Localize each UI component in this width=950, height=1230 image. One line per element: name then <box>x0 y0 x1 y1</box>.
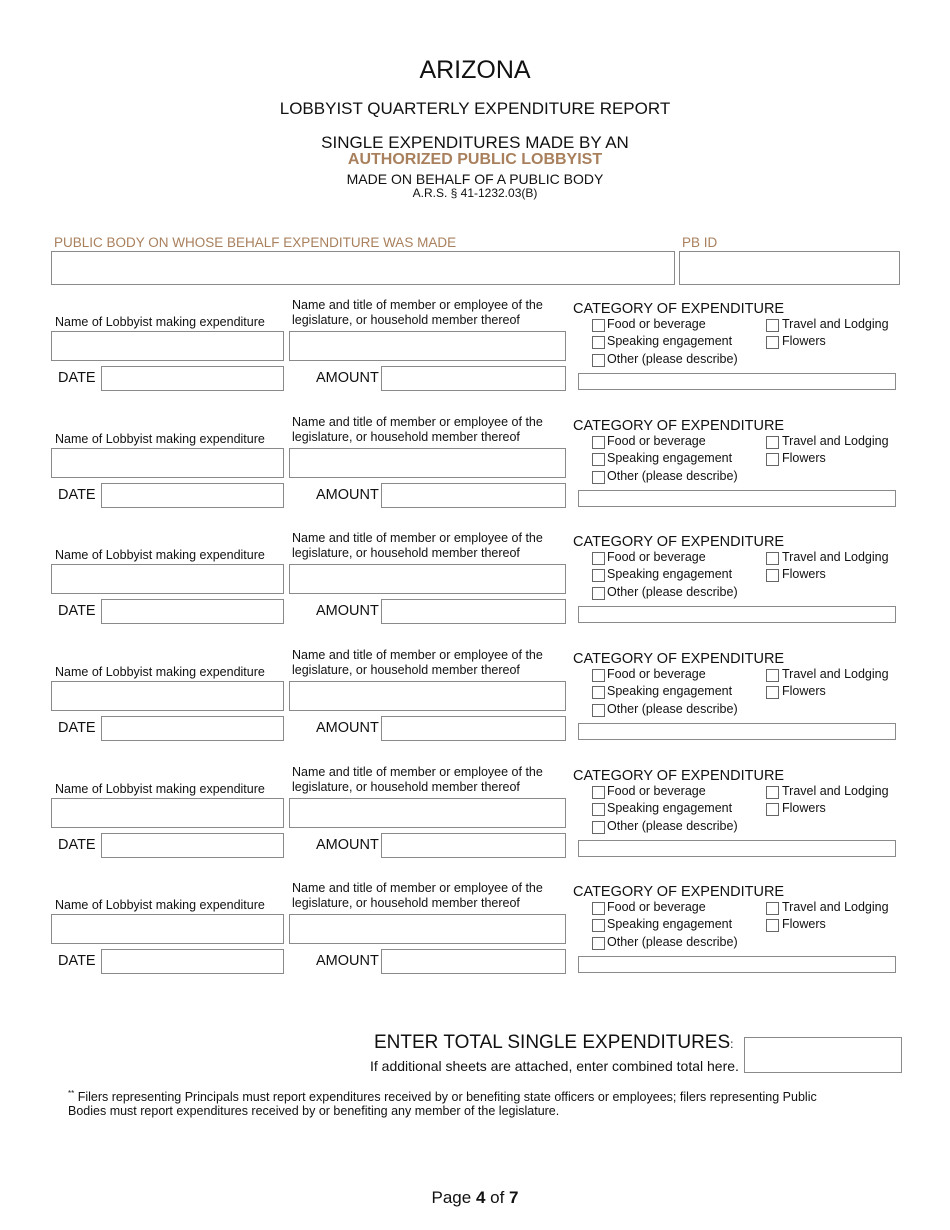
total-field[interactable] <box>744 1037 902 1073</box>
food-beverage-label: Food or beverage <box>607 317 706 331</box>
food-beverage-label: Food or beverage <box>607 434 706 448</box>
page-number: 4 <box>475 1188 486 1207</box>
amount-label: AMOUNT <box>316 953 379 969</box>
total-label: ENTER TOTAL SINGLE EXPENDITURES: <box>374 1032 734 1053</box>
footnote-line-2: Bodies must report expenditures received by or benefiting any member of the legislature. <box>68 1104 560 1119</box>
flowers-label: Flowers <box>782 334 826 348</box>
category-title: CATEGORY OF EXPENDITURE <box>573 534 785 550</box>
lobbyist-name-label: Name of Lobbyist making expenditure <box>55 432 265 446</box>
other-description-field[interactable] <box>578 956 896 973</box>
member-name-field[interactable] <box>289 798 566 828</box>
other-label: Other (please describe) <box>607 935 738 949</box>
flowers-label: Flowers <box>782 684 826 698</box>
other-checkbox[interactable] <box>592 937 605 950</box>
lobbyist-name-label: Name of Lobbyist making expenditure <box>55 665 265 679</box>
page-total: 7 <box>509 1188 519 1207</box>
public-body-field[interactable] <box>51 251 675 285</box>
other-description-field[interactable] <box>578 490 896 507</box>
other-label: Other (please describe) <box>607 702 738 716</box>
flowers-checkbox[interactable] <box>766 686 779 699</box>
pb-id-field[interactable] <box>679 251 900 285</box>
member-label-line-1: Name and title of member or employee of the <box>292 648 543 662</box>
member-label-line-1: Name and title of member or employee of the <box>292 765 543 779</box>
amount-label: AMOUNT <box>316 837 379 853</box>
date-field[interactable] <box>101 483 284 508</box>
flowers-label: Flowers <box>782 567 826 581</box>
category-title: CATEGORY OF EXPENDITURE <box>573 651 785 667</box>
travel-lodging-label: Travel and Lodging <box>782 550 889 564</box>
section-line-3: MADE ON BEHALF OF A PUBLIC BODY <box>346 171 604 187</box>
travel-lodging-checkbox[interactable] <box>766 436 779 449</box>
statute: A.R.S. § 41-1232.03(B) <box>412 186 538 200</box>
other-checkbox[interactable] <box>592 587 605 600</box>
member-name-field[interactable] <box>289 914 566 944</box>
amount-label: AMOUNT <box>316 603 379 619</box>
member-label-line-2: legislature, or household member thereof <box>292 663 520 677</box>
food-beverage-label: Food or beverage <box>607 900 706 914</box>
other-description-field[interactable] <box>578 723 896 740</box>
speaking-engagement-checkbox[interactable] <box>592 803 605 816</box>
amount-field[interactable] <box>381 366 566 391</box>
lobbyist-name-field[interactable] <box>51 914 284 944</box>
food-beverage-label: Food or beverage <box>607 550 706 564</box>
date-label: DATE <box>58 370 96 386</box>
section-line-1: SINGLE EXPENDITURES MADE BY AN <box>321 133 629 152</box>
member-name-field[interactable] <box>289 448 566 478</box>
member-label-line-2: legislature, or household member thereof <box>292 313 520 327</box>
flowers-checkbox[interactable] <box>766 569 779 582</box>
speaking-engagement-label: Speaking engagement <box>607 684 733 698</box>
food-beverage-label: Food or beverage <box>607 667 706 681</box>
amount-field[interactable] <box>381 833 566 858</box>
member-label-line-1: Name and title of member or employee of the <box>292 298 543 312</box>
food-beverage-checkbox[interactable] <box>592 786 605 799</box>
member-label-line-2: legislature, or household member thereof <box>292 546 520 560</box>
section-line-2: AUTHORIZED PUBLIC LOBBYIST <box>347 151 603 168</box>
member-name-field[interactable] <box>289 681 566 711</box>
member-label-line-1: Name and title of member or employee of the <box>292 881 543 895</box>
amount-field[interactable] <box>381 483 566 508</box>
food-beverage-checkbox[interactable] <box>592 436 605 449</box>
speaking-engagement-label: Speaking engagement <box>607 567 733 581</box>
flowers-checkbox[interactable] <box>766 919 779 932</box>
speaking-engagement-checkbox[interactable] <box>592 569 605 582</box>
amount-field[interactable] <box>381 599 566 624</box>
other-label: Other (please describe) <box>607 469 738 483</box>
lobbyist-name-label: Name of Lobbyist making expenditure <box>55 782 265 796</box>
flowers-checkbox[interactable] <box>766 453 779 466</box>
member-label-line-2: legislature, or household member thereof <box>292 780 520 794</box>
flowers-label: Flowers <box>782 801 826 815</box>
date-field[interactable] <box>101 949 284 974</box>
lobbyist-name-field[interactable] <box>51 564 284 594</box>
travel-lodging-checkbox[interactable] <box>766 669 779 682</box>
amount-label: AMOUNT <box>316 720 379 736</box>
other-checkbox[interactable] <box>592 704 605 717</box>
category-title: CATEGORY OF EXPENDITURE <box>573 301 785 317</box>
speaking-engagement-label: Speaking engagement <box>607 917 733 931</box>
footnote <box>68 1087 868 1118</box>
member-label-line-2: legislature, or household member thereof <box>292 896 520 910</box>
travel-lodging-label: Travel and Lodging <box>782 900 889 914</box>
travel-lodging-checkbox[interactable] <box>766 319 779 332</box>
amount-field[interactable] <box>381 949 566 974</box>
speaking-engagement-label: Speaking engagement <box>607 451 733 465</box>
food-beverage-checkbox[interactable] <box>592 669 605 682</box>
travel-lodging-label: Travel and Lodging <box>782 667 889 681</box>
public-body-label: PUBLIC BODY ON WHOSE BEHALF EXPENDITURE WAS MADE <box>54 235 457 250</box>
speaking-engagement-label: Speaking engagement <box>607 801 733 815</box>
date-label: DATE <box>58 720 96 736</box>
total-note: If additional sheets are attached, enter combined total here. <box>370 1058 739 1074</box>
pb-id-label: PB ID <box>682 235 718 250</box>
food-beverage-checkbox[interactable] <box>592 902 605 915</box>
flowers-checkbox[interactable] <box>766 336 779 349</box>
member-name-field[interactable] <box>289 564 566 594</box>
date-label: DATE <box>58 837 96 853</box>
speaking-engagement-label: Speaking engagement <box>607 334 733 348</box>
page-indicator: Page 4 of 7 <box>431 1188 519 1207</box>
other-label: Other (please describe) <box>607 819 738 833</box>
other-checkbox[interactable] <box>592 821 605 834</box>
category-title: CATEGORY OF EXPENDITURE <box>573 768 785 784</box>
date-label: DATE <box>58 603 96 619</box>
amount-label: AMOUNT <box>316 487 379 503</box>
report-title: LOBBYIST QUARTERLY EXPENDITURE REPORT <box>279 99 671 118</box>
other-label: Other (please describe) <box>607 352 738 366</box>
lobbyist-name-label: Name of Lobbyist making expenditure <box>55 548 265 562</box>
other-description-field[interactable] <box>578 373 896 390</box>
other-checkbox[interactable] <box>592 471 605 484</box>
lobbyist-name-field[interactable] <box>51 798 284 828</box>
travel-lodging-label: Travel and Lodging <box>782 434 889 448</box>
date-label: DATE <box>58 487 96 503</box>
date-field[interactable] <box>101 833 284 858</box>
footnote-marker: ** <box>68 1089 75 1098</box>
member-label-line-1: Name and title of member or employee of the <box>292 531 543 545</box>
footnote-line-1: Filers representing Principals must report expenditures received by or benefiting state officers or employees; filers representing Public <box>77 1090 817 1105</box>
other-label: Other (please describe) <box>607 585 738 599</box>
lobbyist-name-label: Name of Lobbyist making expenditure <box>55 898 265 912</box>
travel-lodging-checkbox[interactable] <box>766 552 779 565</box>
date-field[interactable] <box>101 716 284 741</box>
flowers-label: Flowers <box>782 451 826 465</box>
lobbyist-name-field[interactable] <box>51 681 284 711</box>
lobbyist-name-field[interactable] <box>51 331 284 361</box>
date-field[interactable] <box>101 599 284 624</box>
speaking-engagement-checkbox[interactable] <box>592 919 605 932</box>
lobbyist-name-label: Name of Lobbyist making expenditure <box>55 315 265 329</box>
state-title: ARIZONA <box>419 56 531 84</box>
member-label-line-1: Name and title of member or employee of the <box>292 415 543 429</box>
other-description-field[interactable] <box>578 840 896 857</box>
amount-field[interactable] <box>381 716 566 741</box>
food-beverage-label: Food or beverage <box>607 784 706 798</box>
travel-lodging-checkbox[interactable] <box>766 902 779 915</box>
member-name-field[interactable] <box>289 331 566 361</box>
food-beverage-checkbox[interactable] <box>592 319 605 332</box>
speaking-engagement-checkbox[interactable] <box>592 686 605 699</box>
food-beverage-checkbox[interactable] <box>592 552 605 565</box>
flowers-label: Flowers <box>782 917 826 931</box>
member-label-line-2: legislature, or household member thereof <box>292 430 520 444</box>
flowers-checkbox[interactable] <box>766 803 779 816</box>
travel-lodging-checkbox[interactable] <box>766 786 779 799</box>
category-title: CATEGORY OF EXPENDITURE <box>573 418 785 434</box>
category-title: CATEGORY OF EXPENDITURE <box>573 884 785 900</box>
speaking-engagement-checkbox[interactable] <box>592 453 605 466</box>
date-field[interactable] <box>101 366 284 391</box>
amount-label: AMOUNT <box>316 370 379 386</box>
date-label: DATE <box>58 953 96 969</box>
speaking-engagement-checkbox[interactable] <box>592 336 605 349</box>
other-checkbox[interactable] <box>592 354 605 367</box>
lobbyist-name-field[interactable] <box>51 448 284 478</box>
travel-lodging-label: Travel and Lodging <box>782 317 889 331</box>
travel-lodging-label: Travel and Lodging <box>782 784 889 798</box>
other-description-field[interactable] <box>578 606 896 623</box>
